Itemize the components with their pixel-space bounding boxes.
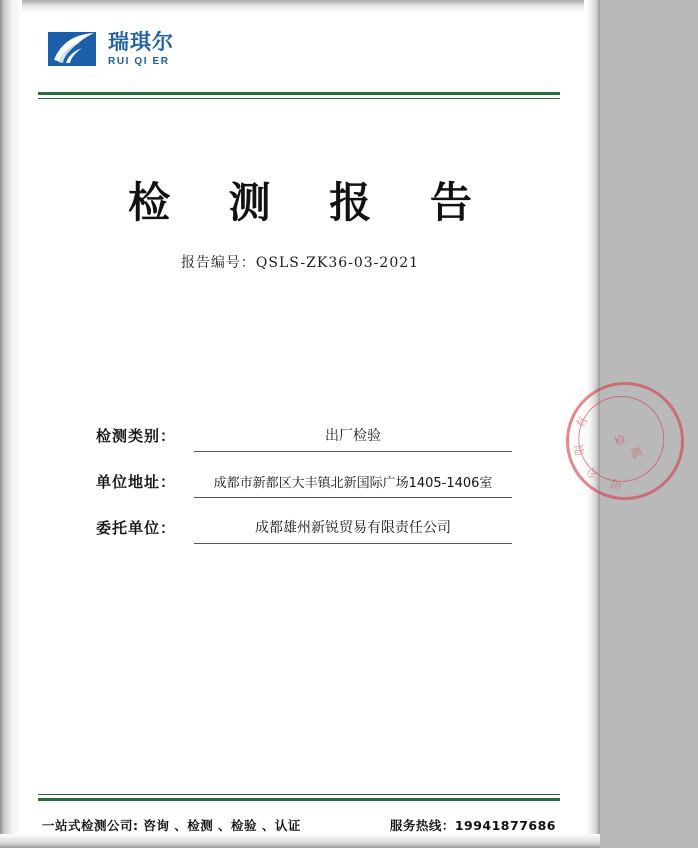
logo-brand-en: RUI QI ER [108,55,170,67]
footer-services-text: 一站式检测公司: 咨询 、检测 、检验 、认证 [42,818,301,833]
field-row-client [96,498,512,544]
report-fields [96,406,512,544]
field-value: 出厂检验 [194,425,512,452]
scan-edge-left [0,0,22,848]
seal-char: 测 [628,444,645,462]
logo-brand-cn: 瑞琪尔 [108,30,174,54]
footer-hotline-text: 服务热线：19941877686 [389,818,556,833]
seal-char: 检 [612,432,629,450]
header-rule-thin [38,98,560,99]
seal-char: 有 [573,414,591,431]
field-row-address [96,452,512,498]
red-company-seal [552,368,698,514]
scan-edge-bottom [0,834,600,848]
field-row-inspection-type [96,406,512,452]
seal-char: 司 [608,476,625,493]
report-number: 报告编号：QSLS-ZK36-03-2021 [180,255,420,271]
header-rule-thick [38,92,560,95]
field-label: 检测类别： [96,427,177,445]
seal-char: 公 [584,464,602,482]
company-logo [44,26,174,72]
footer-rule-thick [38,798,560,801]
scan-edge-top [0,0,600,12]
footer-rule-thin [38,794,560,795]
logo-text [108,32,174,67]
field-label: 委托单位： [96,519,177,537]
seal-characters [556,372,695,511]
page-title: 检 测 报 告 [128,178,494,227]
field-value: 成都雄州新锐贸易有限责任公司 [194,517,512,544]
field-label: 单位地址： [96,473,177,491]
ruiqier-logo-icon [44,26,100,72]
seal-char: 限 [572,443,587,457]
field-value: 成都市新都区大丰镇北新国际广场1405-1406室 [194,472,512,498]
